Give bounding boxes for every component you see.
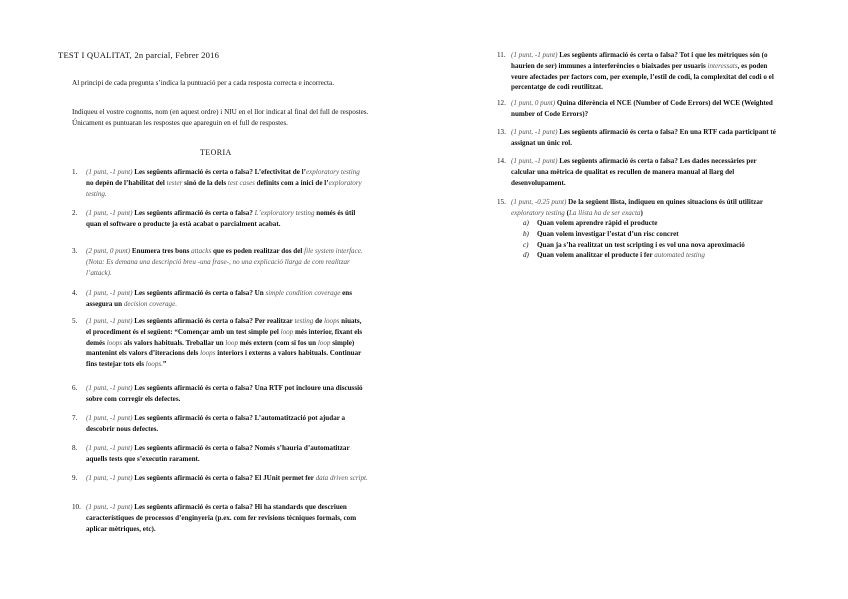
question-text-segment: tester bbox=[166, 178, 183, 187]
question-text-segment: Les següents afirmació és certa o falsa? Només s’hauria d’automatitzar aquells tests que s’executin rarament. bbox=[86, 444, 350, 463]
question-13 bbox=[497, 127, 781, 149]
question-text-segment: Les següents afirmació és certa o falsa? En una RTF cada participant té assignat un únic rol. bbox=[511, 128, 776, 147]
question-7 bbox=[72, 413, 368, 435]
question-number: 9. bbox=[72, 474, 78, 482]
question-points: (1 punt, -1 punt) bbox=[86, 317, 133, 325]
question-text-segment: interiors i externs a valors habituals. Continuar fins testejar tots els bbox=[86, 349, 362, 369]
question-number: 1. bbox=[72, 168, 78, 176]
question-10 bbox=[72, 502, 368, 534]
question-8 bbox=[72, 443, 368, 465]
question-number: 12. bbox=[497, 99, 506, 107]
option-b: b) Quan volem investigar l’estat d’un risc concret bbox=[523, 229, 679, 238]
question-text-segment: Les següents afirmació és certa o falsa? Tot i que les mètriques són (o haurien de ser) immunes a interferències o biaixades per usuaris bbox=[511, 51, 768, 70]
question-text-segment: L’exploratory testing bbox=[254, 209, 315, 217]
question-number: 5. bbox=[72, 317, 78, 325]
question-text-segment: no depèn de l’habilitat del bbox=[86, 178, 167, 187]
question-text-segment: interessats bbox=[707, 61, 738, 70]
question-number: 14. bbox=[497, 157, 506, 165]
question-text-segment: loop bbox=[317, 338, 331, 347]
intro-paragraph-1: Al principi de cada pregunta s’indica la puntuació per a cada resposta correcta e incorrecta. bbox=[72, 79, 335, 87]
question-text-segment: Les següents afirmació és certa o falsa? bbox=[132, 209, 255, 217]
question-number: 2. bbox=[72, 209, 78, 217]
document-title: TEST I QUALITAT, 2n parcial, Febrer 2016 bbox=[58, 50, 220, 60]
question-points: (1 punt, -1 punt) bbox=[86, 474, 133, 482]
question-number: 8. bbox=[72, 444, 78, 452]
question-points: (1 punt, -1 punt) bbox=[511, 157, 558, 165]
question-text-segment: ens assegura un bbox=[86, 289, 352, 308]
question-text-segment: ( bbox=[564, 208, 569, 217]
question-text-segment: de bbox=[313, 317, 324, 325]
question-text-segment: ) bbox=[640, 208, 643, 217]
question-6 bbox=[72, 383, 368, 405]
question-number: 4. bbox=[72, 289, 78, 297]
question-text-segment: loops bbox=[324, 317, 340, 325]
question-points: (1 punt, -0.25 punt) bbox=[511, 198, 567, 206]
question-points: (1 punt, 0 punt) bbox=[511, 99, 556, 107]
question-text-segment: file system interface. (Nota: Es demana una descripció breu -una frase-, no una explicació llarga de com realitzar l’attack). bbox=[86, 247, 363, 277]
section-title: TEORIA bbox=[200, 148, 232, 157]
question-text-segment: Les següents afirmació és certa o falsa? Per realitzar bbox=[132, 317, 295, 325]
question-text-segment: data driven script. bbox=[315, 474, 368, 482]
question-text-segment: De la següent llista, indiqueu en quines situacions és útil utilitzar bbox=[566, 198, 763, 206]
question-3 bbox=[72, 246, 368, 278]
question-text-segment: Les següents afirmació és certa o falsa? Hi ha standards que descriuen característiques de processos d’enginyeria (p.ex. com fer revisions tècniques formals, com aplicar mètriques, etc). bbox=[86, 503, 357, 533]
question-text-segment: exploratory testing bbox=[511, 208, 565, 217]
question-number: 7. bbox=[72, 414, 78, 422]
question-text-segment: Les següents afirmació és certa o falsa? El JUnit permet fer bbox=[132, 474, 316, 482]
question-12 bbox=[497, 98, 781, 120]
question-text-segment: exploratory testing. bbox=[86, 178, 362, 198]
question-1 bbox=[72, 167, 368, 199]
question-points: (1 punt, -1 punt) bbox=[511, 51, 558, 59]
question-text-segment: sinó de la dels bbox=[182, 178, 228, 187]
question-text-segment: loop bbox=[280, 327, 294, 336]
question-text-segment: niuats, el procediment és el següent: “Començar amb un test simple pel bbox=[86, 317, 362, 336]
question-text-segment: simple) mantenint els valors d’iteracions dels bbox=[86, 338, 355, 358]
question-15-options bbox=[511, 218, 781, 261]
question-text-segment: Les següents afirmació és certa o falsa? L’efectivitat de l’ bbox=[132, 168, 306, 176]
question-text-segment: Les següents afirmació és certa o falsa? L’automatització pot ajudar a descobrir nous defectes. bbox=[86, 414, 346, 433]
question-text-segment: loop bbox=[225, 338, 239, 347]
option-c: c) Quan ja s’ha realitzat un test scripting i es vol una nova aproximació bbox=[523, 240, 745, 249]
question-points: (1 punt, -1 punt) bbox=[86, 384, 133, 392]
question-5 bbox=[72, 316, 368, 370]
question-number: 6. bbox=[72, 384, 78, 392]
question-text-segment: simple condition coverage bbox=[265, 289, 341, 297]
question-text-segment: més interior, fixant els demés bbox=[86, 327, 363, 347]
question-points: (1 punt, -1 punt) bbox=[86, 209, 133, 217]
question-text-segment: exploratory testing bbox=[306, 168, 360, 176]
question-points: (2 punt, 0 punt) bbox=[86, 247, 131, 255]
question-text-segment: ” bbox=[162, 360, 167, 369]
question-number: 13. bbox=[497, 128, 506, 136]
question-text-segment: decision coverage. bbox=[123, 299, 178, 308]
question-points: (1 punt, -1 punt) bbox=[86, 503, 133, 511]
intro-paragraph-2: Indiqueu el vostre cognoms, nom (en aquest ordre) i NIU en el llor indicat al final del full de respostes. Únicament es puntuaran les respostes que apareguin en el full de respostes. bbox=[72, 108, 369, 127]
question-text-segment: loops bbox=[200, 349, 216, 358]
option-a: a) Quan volem aprendre ràpid el producte bbox=[523, 219, 658, 227]
question-text-segment: loops. bbox=[145, 360, 163, 369]
question-text-segment: test cases bbox=[227, 178, 255, 187]
question-number: 3. bbox=[72, 247, 78, 255]
question-points: (1 punt, -1 punt) bbox=[86, 289, 133, 297]
question-4 bbox=[72, 288, 368, 310]
question-text-segment: Les següents afirmació és certa o falsa? Un bbox=[132, 289, 266, 297]
question-text-segment: loops bbox=[106, 338, 123, 347]
question-15 bbox=[497, 197, 781, 219]
question-text-segment: només és útil quan el software o producte ja està acabat o parcialment acabat. bbox=[86, 209, 356, 228]
question-text-segment: més extern (com si fos un bbox=[238, 338, 318, 347]
question-text-segment: La llista ha de ser exacta bbox=[568, 208, 641, 217]
question-text-segment: , es poden veure afectades per factors com, per exemple, l’estil de codi, la complexitat del codi o el percentatge de codi reutilitzat. bbox=[511, 61, 774, 92]
question-text-segment: testing bbox=[294, 317, 314, 325]
question-9 bbox=[72, 473, 368, 484]
question-text-segment: definits com a inici de l’ bbox=[254, 178, 329, 187]
question-text-segment: als valors habituals. Treballar un bbox=[122, 338, 226, 347]
intro-instructions-2 bbox=[72, 107, 372, 129]
question-text-segment: Les següents afirmació és certa o falsa? Les dades necessàries per calcular una mètrica de qualitat es recullen de manera manual al llarg del desenvolupament. bbox=[511, 157, 757, 187]
question-text-segment: attacks bbox=[191, 247, 212, 255]
question-text-segment: Les següents afirmació és certa o falsa? Una RTF pot incloure una discussió sobre com corregir els defectes. bbox=[86, 384, 363, 403]
question-number: 11. bbox=[497, 51, 506, 59]
option-d: d) Quan volem analitzar el producte i fer automated testing bbox=[523, 251, 705, 260]
question-text-segment: que es poden realitzar dos del bbox=[211, 247, 305, 255]
question-11 bbox=[497, 50, 781, 93]
question-2 bbox=[72, 208, 368, 230]
question-points: (1 punt, -1 punt) bbox=[86, 168, 133, 176]
question-points: (1 punt, -1 punt) bbox=[86, 444, 133, 452]
question-points: (1 punt, -1 punt) bbox=[511, 128, 558, 136]
question-number: 15. bbox=[497, 198, 506, 206]
question-14 bbox=[497, 156, 781, 188]
question-text-segment: Quina diferència el NCE (Number of Code Errors) del WCE (Weighted number of Code Errors)? bbox=[511, 99, 773, 118]
question-text-segment: Enumera tres bons bbox=[130, 247, 192, 255]
question-number: 10. bbox=[72, 503, 81, 511]
intro-instructions bbox=[72, 78, 372, 89]
question-points: (1 punt, -1 punt) bbox=[86, 414, 133, 422]
